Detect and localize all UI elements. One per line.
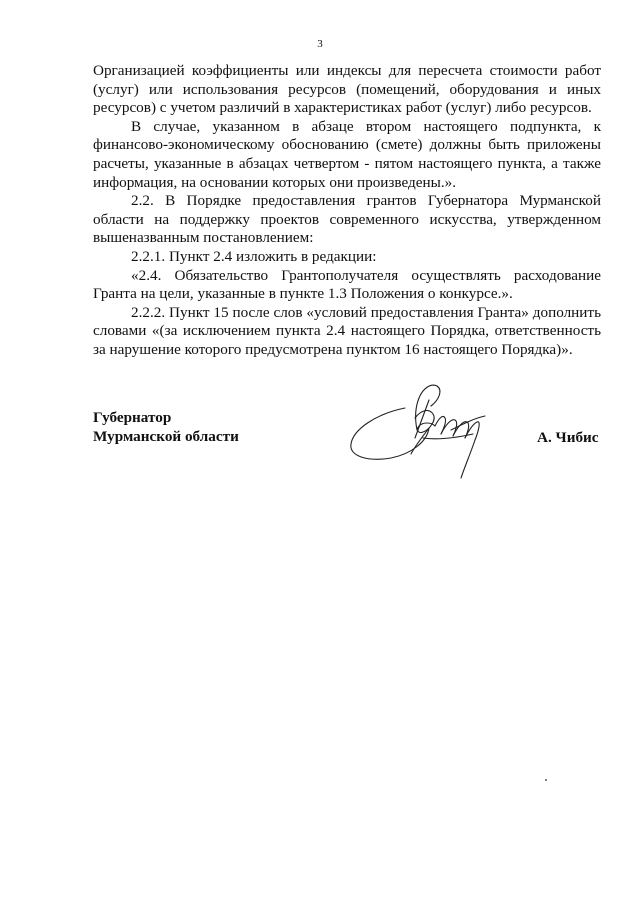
document-body (93, 62, 601, 360)
paragraph-2-2-2: 2.2.2. Пункт 15 после слов «условий предоставления Гранта» дополнить словами «(за исключением пункта 2.4 настоящего Порядка, ответственность за нарушение которого предусмотрена пунктом 16 настоящего Порядка)». (93, 303, 601, 358)
scan-speck (545, 779, 547, 781)
handwritten-signature (345, 378, 505, 493)
signatory-title-line1: Губернатор (93, 409, 172, 426)
signatory-title (93, 408, 239, 446)
paragraph-2-4-text: «2.4. Обязательство Грантополучателя осуществлять расходование Гранта на цели, указанные в пункте 1.3 Положения о конкурсе.». (93, 266, 601, 303)
page-number: 3 (317, 38, 323, 50)
paragraph-estimate-calculations: В случае, указанном в абзаце втором настоящего подпункта, к финансово-экономическому обоснованию (смете) должны быть приложены расчеты, указанные в абзацах четвертом - пятом настоящего пункта, а также информация, на основании которых они произведены.». (93, 117, 601, 191)
paragraph-continuation: Организацией коэффициенты или индексы для пересчета стоимости работ (услуг) или использования ресурсов (помещений, оборудования и иных ресурсов) с учетом различий в характеристиках работ (услуг) либо ресурсов. (93, 62, 601, 117)
signatory-title-line2: Мурманской области (93, 428, 239, 445)
paragraph-2-2-1: 2.2.1. Пункт 2.4 изложить в редакции: (131, 247, 377, 265)
signatory-name: А. Чибис (537, 429, 599, 446)
paragraph-2-2: 2.2. В Порядке предоставления грантов Губернатора Мурманской области на поддержку проектов современного искусства, утвержденном вышеназванным постановлением: (93, 192, 601, 247)
